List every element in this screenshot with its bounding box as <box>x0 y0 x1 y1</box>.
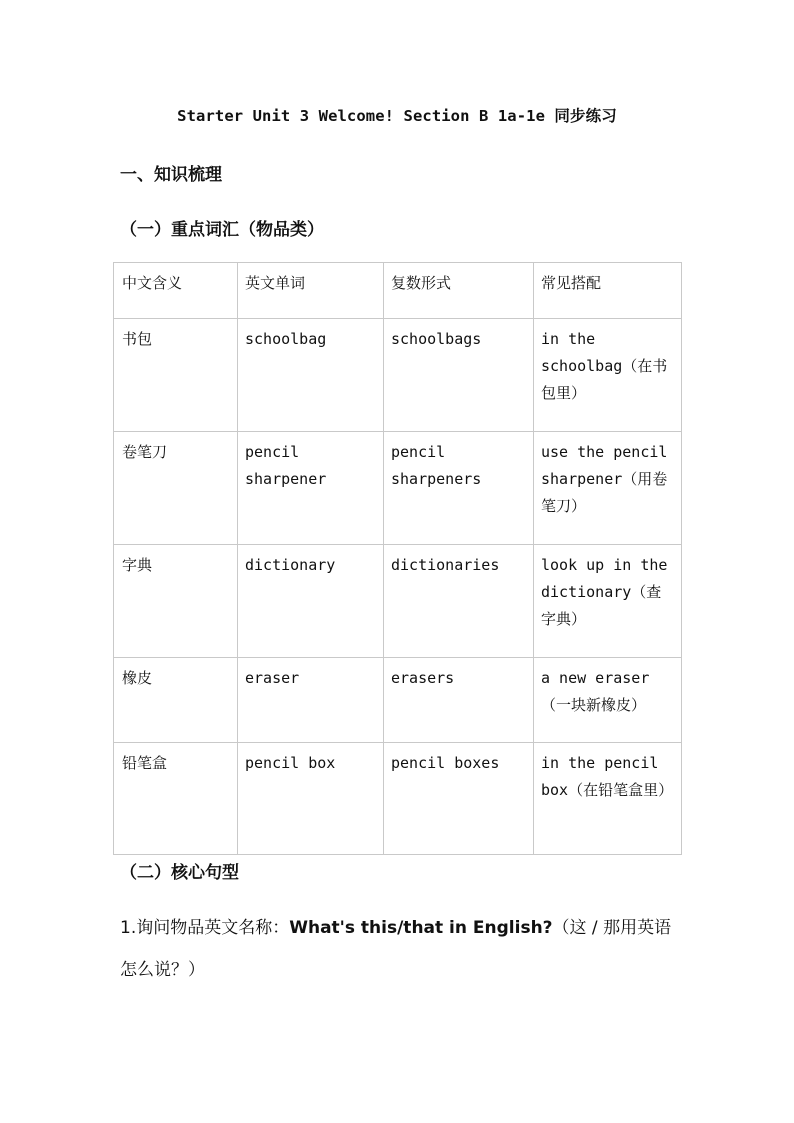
table-row <box>114 432 682 545</box>
document-title: Starter Unit 3 Welcome! Section B 1a-1e 同步练习 <box>177 107 617 125</box>
table-cell: erasers <box>384 658 534 743</box>
sentence-gloss: （这 / 那用英语怎么说？） <box>120 918 672 980</box>
table-row <box>114 658 682 743</box>
table-header-cell: 中文含义 <box>114 263 238 319</box>
table-cell: pencil box <box>238 743 384 855</box>
table-cell: 书包 <box>114 319 238 432</box>
table-cell: 字典 <box>114 545 238 658</box>
table-header-row <box>114 263 682 319</box>
sentence-pattern: What's this/that in English? <box>289 918 553 938</box>
table-cell: schoolbags <box>384 319 534 432</box>
table-cell: dictionaries <box>384 545 534 658</box>
sentence-pattern-paragraph <box>120 907 685 991</box>
table-cell: pencil sharpener <box>238 432 384 545</box>
table-row <box>114 319 682 432</box>
table-header-cell: 复数形式 <box>384 263 534 319</box>
table-cell: look up in the dictionary（查字典） <box>534 545 682 658</box>
table-cell: 卷笔刀 <box>114 432 238 545</box>
vocabulary-table <box>113 262 682 855</box>
table-cell: dictionary <box>238 545 384 658</box>
subsection-heading-vocabulary: （一）重点词汇（物品类） <box>120 220 324 240</box>
table-row <box>114 743 682 855</box>
table-cell: a new eraser（一块新橡皮） <box>534 658 682 743</box>
table-header-cell: 常见搭配 <box>534 263 682 319</box>
table-cell: pencil boxes <box>384 743 534 855</box>
table-cell: schoolbag <box>238 319 384 432</box>
table-cell: 铅笔盒 <box>114 743 238 855</box>
sentence-prefix: 1.询问物品英文名称： <box>120 918 290 938</box>
subsection-heading-sentences: （二）核心句型 <box>120 863 239 883</box>
table-cell: 橡皮 <box>114 658 238 743</box>
table-cell: eraser <box>238 658 384 743</box>
table-header-cell: 英文单词 <box>238 263 384 319</box>
section-heading-knowledge: 一、知识梳理 <box>120 165 222 185</box>
table-cell: in the pencil box（在铅笔盒里） <box>534 743 682 855</box>
table-row <box>114 545 682 658</box>
table-cell: pencil sharpeners <box>384 432 534 545</box>
table-cell: in the schoolbag（在书包里） <box>534 319 682 432</box>
table-cell: use the pencil sharpener（用卷笔刀） <box>534 432 682 545</box>
